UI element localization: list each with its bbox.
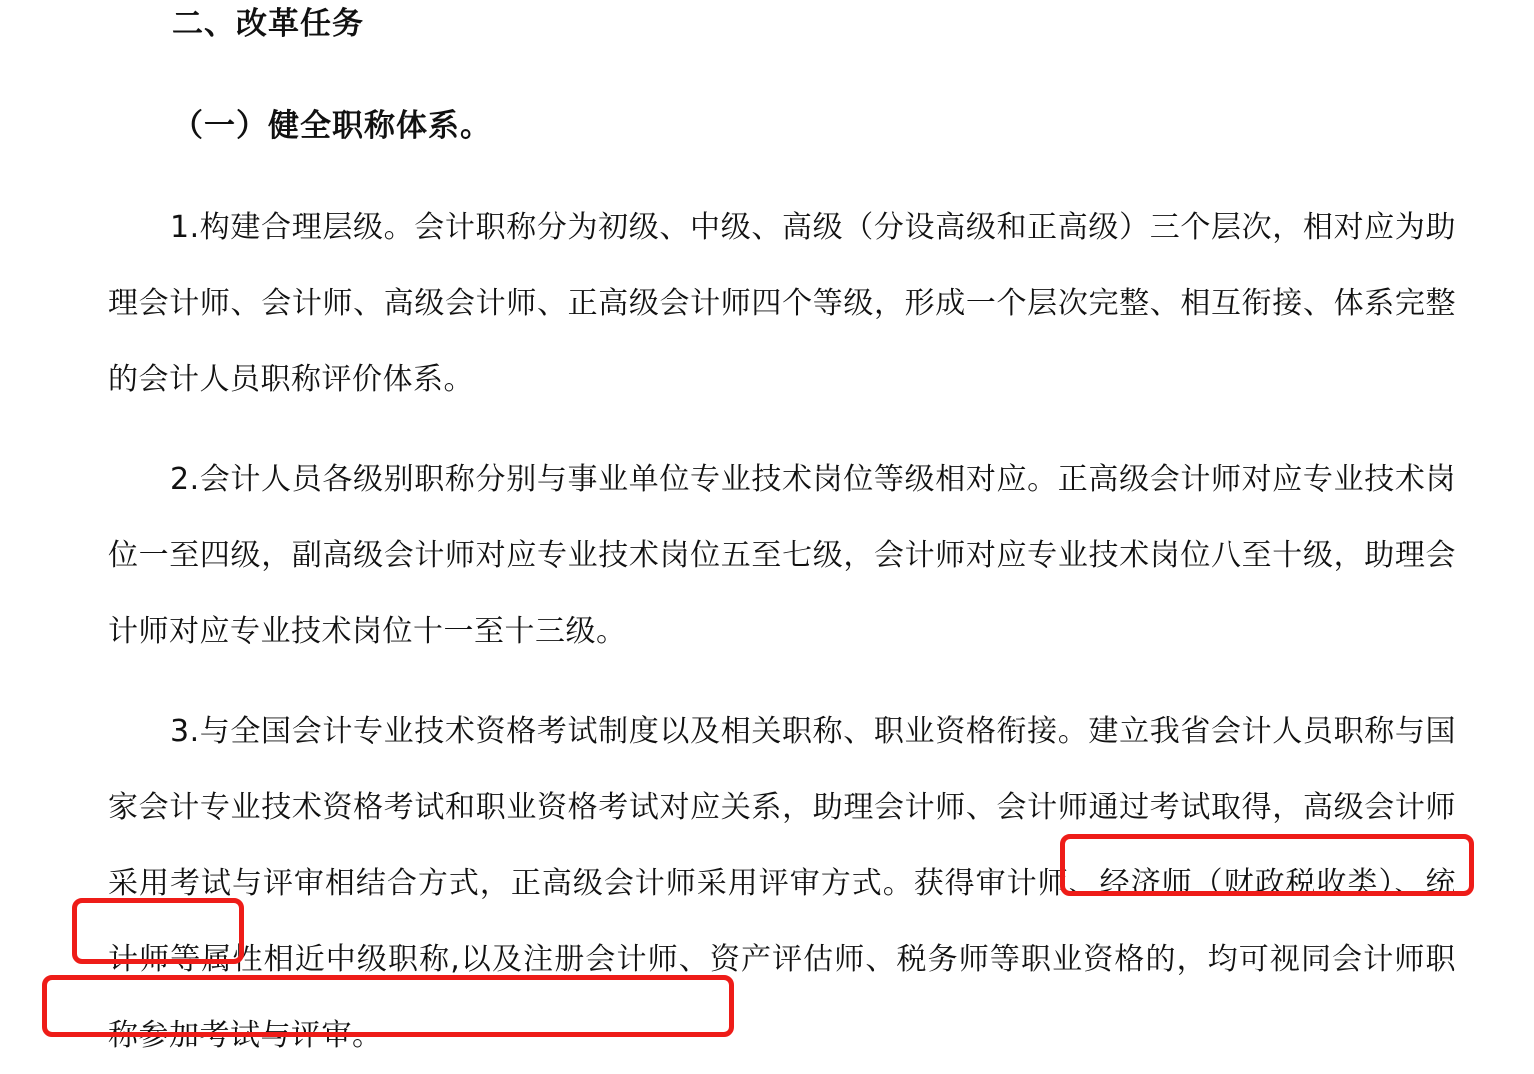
- subsection-heading: （一）健全职称体系。: [172, 108, 492, 144]
- section-heading: 二、改革任务: [172, 6, 364, 42]
- paragraph-3: 3.与全国会计专业技术资格考试制度以及相关职称、职业资格衔接。建立我省会计人员职称与国家会计专业技术资格考试和职业资格考试对应关系，助理会计师、会计师通过考试取得，高级会计师采用考试与评审相结合方式，正高级会计师采用评审方式。获得审计师、经济师（财政税收类）、统计师等属性相近中级职称,以及注册会计师、资产评估师、税务师等职业资格的，均可视同会计师职称参加考试与评审。: [108, 714, 1456, 1053]
- paragraph-2: 2.会计人员各级别职称分别与事业单位专业技术岗位等级相对应。正高级会计师对应专业技术岗位一至四级，副高级会计师对应专业技术岗位五至七级，会计师对应专业技术岗位八至十级，助理会计师对应专业技术岗位十一至十三级。: [108, 462, 1456, 649]
- paragraph-1: 1.构建合理层级。会计职称分为初级、中级、高级（分设高级和正高级）三个层次，相对应为助理会计师、会计师、高级会计师、正高级会计师四个等级，形成一个层次完整、相互衔接、体系完整的会计人员职称评价体系。: [108, 210, 1456, 397]
